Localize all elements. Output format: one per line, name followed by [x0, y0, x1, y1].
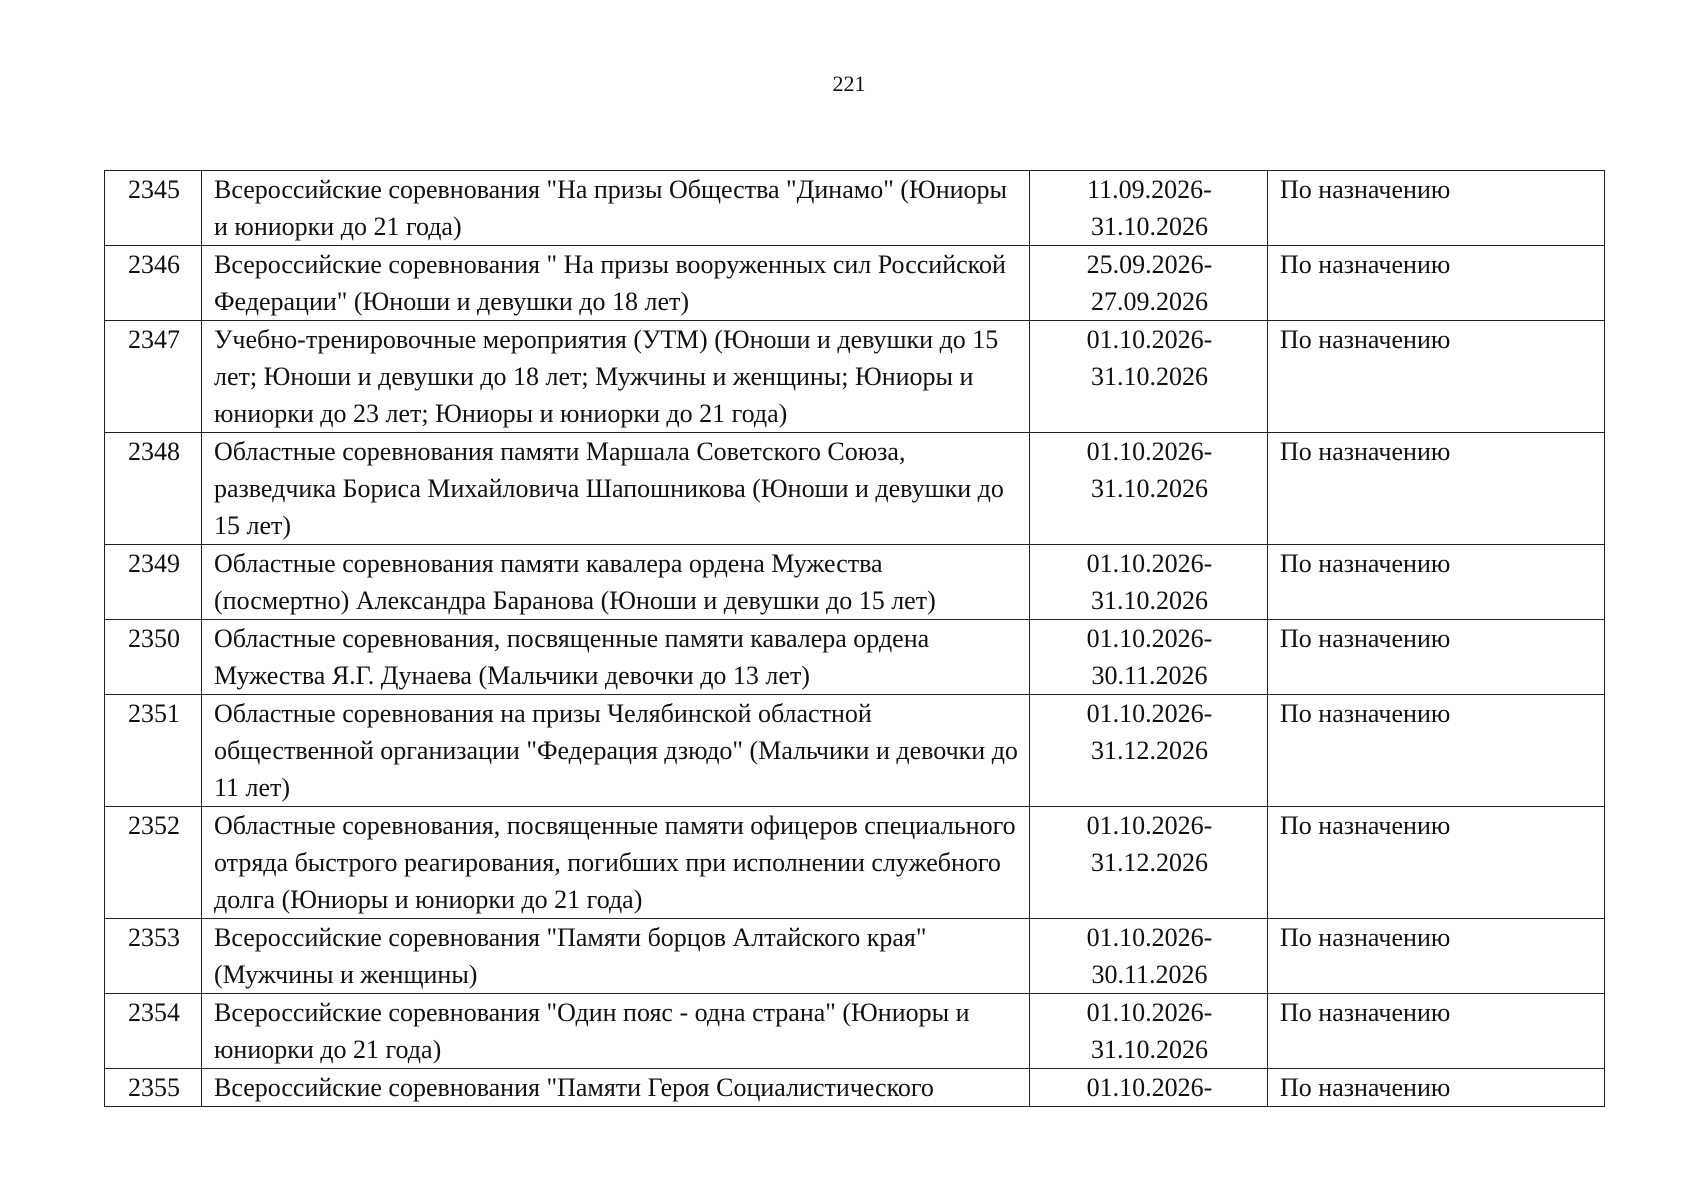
events-table	[104, 170, 1605, 1107]
event-dates	[1030, 171, 1268, 246]
event-place: По назначению	[1268, 695, 1605, 807]
event-place: По назначению	[1268, 807, 1605, 919]
date-start: 11.09.2026-	[1087, 175, 1212, 204]
row-number: 2348	[105, 433, 202, 545]
date-start: 01.10.2026-	[1086, 811, 1213, 840]
row-number: 2349	[105, 545, 202, 620]
row-number: 2352	[105, 807, 202, 919]
event-place: По назначению	[1268, 994, 1605, 1069]
event-name: Областные соревнования памяти кавалера ордена Мужества (посмертно) Александра Баранова (Юноши и девушки до 15 лет)	[202, 545, 1030, 620]
row-number: 2347	[105, 321, 202, 433]
table-row	[105, 545, 1605, 620]
event-name: Областные соревнования, посвященные памяти кавалера ордена Мужества Я.Г. Дунаева (Мальчики девочки до 13 лет)	[202, 620, 1030, 695]
event-place: По назначению	[1268, 1069, 1605, 1107]
table-row	[105, 246, 1605, 321]
date-end: 27.09.2026	[1091, 287, 1208, 316]
date-end: 31.10.2026	[1091, 474, 1208, 503]
table-row	[105, 919, 1605, 994]
event-place: По назначению	[1268, 545, 1605, 620]
date-start: 01.10.2026-	[1086, 325, 1213, 354]
table-row	[105, 620, 1605, 695]
date-end: 30.11.2026	[1091, 661, 1208, 690]
event-place: По назначению	[1268, 620, 1605, 695]
event-name: Областные соревнования на призы Челябинской областной общественной организации "Федерация дзюдо" (Мальчики и девочки до 11 лет)	[202, 695, 1030, 807]
row-number: 2345	[105, 171, 202, 246]
event-name: Всероссийские соревнования " На призы вооруженных сил Российской Федерации" (Юноши и девушки до 18 лет)	[202, 246, 1030, 321]
event-name: Всероссийские соревнования "На призы Общества "Динамо" (Юниоры и юниорки до 21 года)	[202, 171, 1030, 246]
event-dates	[1030, 695, 1268, 807]
event-place: По назначению	[1268, 919, 1605, 994]
date-end: 31.10.2026	[1091, 1035, 1208, 1064]
event-dates	[1030, 807, 1268, 919]
event-name: Всероссийские соревнования "Памяти Героя Социалистического	[202, 1069, 1030, 1107]
date-start: 25.09.2026-	[1086, 250, 1213, 279]
event-name: Всероссийские соревнования "Памяти борцов Алтайского края" (Мужчины и женщины)	[202, 919, 1030, 994]
event-dates	[1030, 1069, 1268, 1107]
row-number: 2346	[105, 246, 202, 321]
date-start: 01.10.2026-	[1086, 699, 1213, 728]
date-start: 01.10.2026-	[1086, 549, 1213, 578]
event-dates	[1030, 246, 1268, 321]
table-row	[105, 807, 1605, 919]
event-name: Учебно-тренировочные мероприятия (УТМ) (Юноши и девушки до 15 лет; Юноши и девушки до 18 лет; Мужчины и женщины; Юниоры и юниорки до 23 лет; Юниоры и юниорки до 21 года)	[202, 321, 1030, 433]
event-dates	[1030, 620, 1268, 695]
date-end: 30.11.2026	[1091, 960, 1208, 989]
row-number: 2350	[105, 620, 202, 695]
table-row	[105, 695, 1605, 807]
table-row	[105, 433, 1605, 545]
event-place: По назначению	[1268, 171, 1605, 246]
event-dates	[1030, 545, 1268, 620]
row-number: 2353	[105, 919, 202, 994]
event-place: По назначению	[1268, 246, 1605, 321]
date-start: 01.10.2026-	[1086, 1073, 1213, 1102]
page-number: 221	[832, 71, 866, 96]
event-name: Областные соревнования, посвященные памяти офицеров специального отряда быстрого реагирования, погибших при исполнении служебного долга (Юниоры и юниорки до 21 года)	[202, 807, 1030, 919]
table-row	[105, 1069, 1605, 1107]
table-row	[105, 321, 1605, 433]
row-number: 2351	[105, 695, 202, 807]
date-end: 31.12.2026	[1091, 848, 1208, 877]
row-number: 2354	[105, 994, 202, 1069]
date-start: 01.10.2026-	[1086, 624, 1213, 653]
event-dates	[1030, 919, 1268, 994]
date-end: 31.10.2026	[1091, 586, 1208, 615]
table-row	[105, 994, 1605, 1069]
event-place: По назначению	[1268, 433, 1605, 545]
date-end: 31.12.2026	[1091, 736, 1208, 765]
date-start: 01.10.2026-	[1086, 923, 1213, 952]
date-end: 31.10.2026	[1091, 362, 1208, 391]
event-dates	[1030, 321, 1268, 433]
event-name: Всероссийские соревнования "Один пояс - одна страна" (Юниоры и юниорки до 21 года)	[202, 994, 1030, 1069]
date-start: 01.10.2026-	[1086, 437, 1213, 466]
date-end: 31.10.2026	[1091, 212, 1208, 241]
date-start: 01.10.2026-	[1086, 998, 1213, 1027]
event-dates	[1030, 994, 1268, 1069]
event-place: По назначению	[1268, 321, 1605, 433]
table-row	[105, 171, 1605, 246]
event-dates	[1030, 433, 1268, 545]
row-number: 2355	[105, 1069, 202, 1107]
event-name: Областные соревнования памяти Маршала Советского Союза, разведчика Бориса Михайловича Шапошникова (Юноши и девушки до 15 лет)	[202, 433, 1030, 545]
